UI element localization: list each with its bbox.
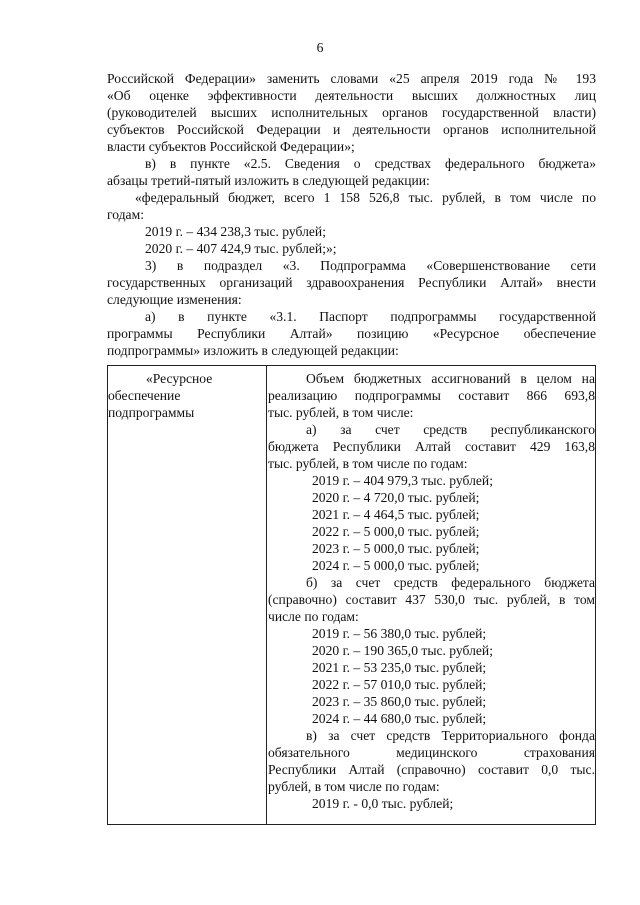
year-line: 2023 г. – 35 860,0 тыс. рублей; [312, 694, 487, 709]
year-line: 2020 г. – 190 365,0 тыс. рублей; [312, 643, 493, 658]
text-line: реализацию подпрограммы составит 866 693,8 [268, 388, 595, 403]
text-line: в) за счет средств Территориального фонда [306, 728, 595, 743]
year-line: 2021 г. – 4 464,5 тыс. рублей; [312, 507, 480, 522]
text-line: тыс. рублей, в том числе по годам: [268, 456, 468, 471]
cell-label-line: обеспечение [108, 388, 181, 403]
text-line: Российской Федерации» заменить словами «25 апреля 2019 года № 193 [107, 71, 596, 86]
paragraph-item-3 [107, 257, 596, 308]
year-line: 2019 г. - 0,0 тыс. рублей; [312, 796, 454, 811]
text-line: «Об оценке эффективности деятельности высших должностных лиц [107, 88, 596, 103]
text-line: власти субъектов Российской Федерации»; [107, 139, 355, 154]
text-line: в) в пункте «2.5. Сведения о средствах федерального бюджета» [145, 156, 596, 171]
cell-paragraph-republican [268, 421, 595, 472]
year-line: 2023 г. – 5 000,0 тыс. рублей; [312, 541, 480, 556]
cell-paragraph-total [268, 370, 595, 421]
page-number: 6 [316, 40, 324, 55]
year-line: 2022 г. – 5 000,0 тыс. рублей; [312, 524, 480, 539]
text-line: обязательного медицинского страхования [268, 745, 595, 760]
year-line: 2019 г. – 434 238,3 тыс. рублей; [145, 224, 326, 239]
text-line: б) за счет средств федерального бюджета [306, 575, 595, 590]
cell-paragraph-federal [268, 574, 595, 625]
cell-label-line: «Ресурсное [146, 371, 213, 386]
text-line: подпрограммы» изложить в следующей редакции: [107, 343, 399, 358]
year-line: 2019 г. – 56 380,0 тыс. рублей; [312, 626, 487, 641]
year-line: 2019 г. – 404 979,3 тыс. рублей; [312, 473, 493, 488]
year-line: 2024 г. – 44 680,0 тыс. рублей; [312, 711, 487, 726]
text-line: (справочно) составит 437 530,0 тыс. рублей, в том [268, 592, 595, 607]
text-line: годам: [107, 207, 144, 222]
body-text [107, 70, 596, 359]
text-line: Республики Алтай (справочно) составит 0,0 тыс. [268, 762, 595, 777]
paragraph-item-a [107, 308, 596, 359]
year-line: 2022 г. – 57 010,0 тыс. рублей; [312, 677, 487, 692]
table-column-divider [266, 366, 267, 824]
text-line: а) в пункте «3.1. Паспорт подпрограммы государственной [145, 309, 596, 324]
text-line: 3) в подраздел «3. Подпрограмма «Совершенствование сети [145, 258, 596, 273]
text-line: а) за счет средств республиканского [306, 422, 595, 437]
text-line: рублей, в том числе по годам: [268, 779, 440, 794]
table-cell-label [108, 370, 258, 421]
paragraph-amendment-continuation [107, 70, 596, 155]
text-line: следующие изменения: [107, 292, 242, 307]
year-line: 2021 г. – 53 235,0 тыс. рублей; [312, 660, 487, 675]
table-cell-content [268, 370, 595, 812]
year-line: 2020 г. – 4 720,0 тыс. рублей; [312, 490, 480, 505]
text-line: бюджета Республики Алтай составит 429 163,8 [268, 439, 595, 454]
paragraph-item-v [107, 155, 596, 189]
cell-paragraph-tfoms [268, 727, 595, 795]
text-line: числе по годам: [268, 609, 359, 624]
text-line: тыс. рублей, в том числе: [268, 405, 414, 420]
text-line: «федеральный бюджет, всего 1 158 526,8 тыс. рублей, в том числе по [135, 190, 596, 205]
text-line: Объем бюджетных ассигнований в целом на [306, 371, 595, 386]
text-line: государственных организаций здравоохранения Республики Алтай» внести [107, 275, 596, 290]
resource-table [107, 365, 596, 825]
text-line: (руководителей высших исполнительных органов государственной власти) [107, 105, 596, 120]
year-line: 2024 г. – 5 000,0 тыс. рублей; [312, 558, 480, 573]
paragraph-federal-budget [107, 189, 596, 223]
year-line: 2020 г. – 407 424,9 тыс. рублей;»; [145, 241, 337, 256]
text-line: абзацы третий-пятый изложить в следующей редакции: [107, 173, 430, 188]
cell-label-line: подпрограммы [108, 405, 195, 420]
text-line: программы Республики Алтай» позицию «Ресурсное обеспечение [107, 326, 596, 341]
text-line: субъектов Российской Федерации и деятельности органов исполнительной [107, 122, 596, 137]
